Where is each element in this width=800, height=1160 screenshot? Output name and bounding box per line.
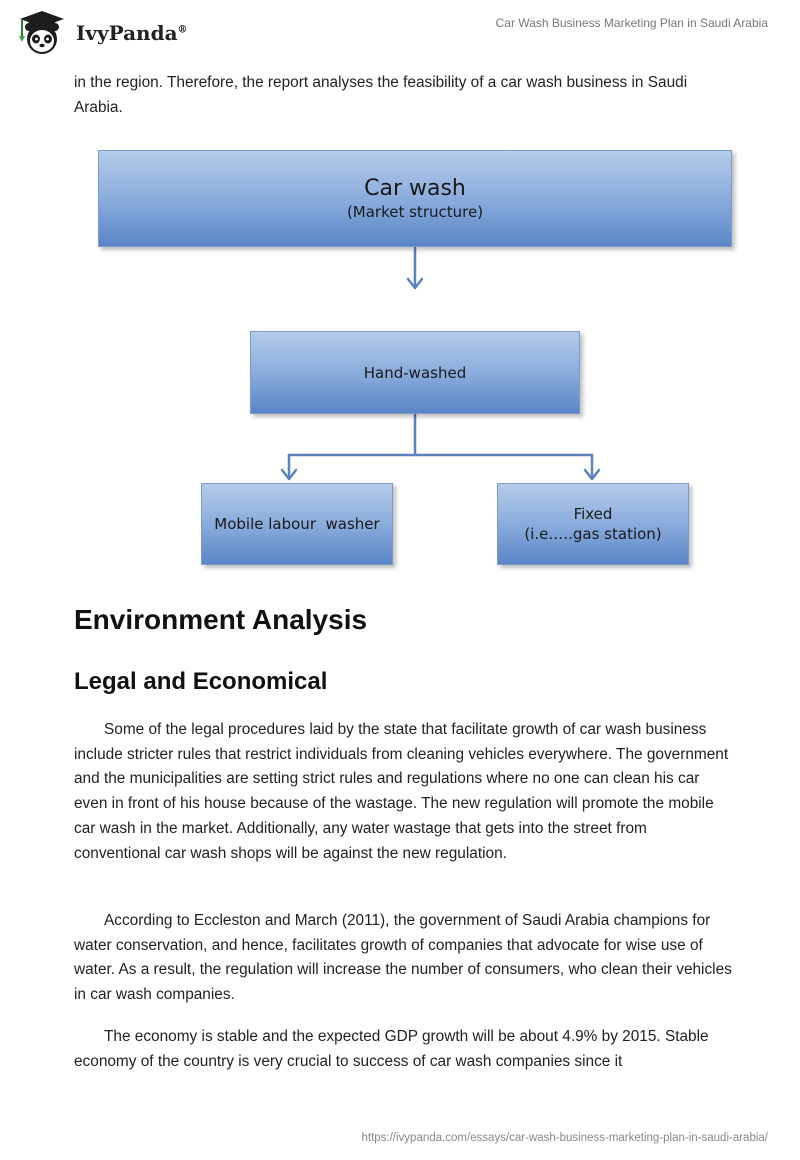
intro-paragraph: in the region. Therefore, the report analyses the feasibility of a car wash business in Saudi Arabia. [74, 74, 688, 116]
source-url-link[interactable]: https://ivypanda.com/essays/car-wash-business-marketing-plan-in-saudi-arabia/ [361, 1132, 768, 1144]
panda-logo-icon [16, 10, 68, 56]
brand-name: IvyPanda® [76, 21, 188, 45]
node-car-wash-title: Car wash [364, 176, 466, 201]
node-car-wash-subtitle: (Market structure) [346, 203, 484, 221]
paragraph-economy: The economy is stable and the expected GDP growth will be about 4.9% by 2015. Stable economy of the country is very crucial to success of car wash companies since it [74, 1028, 709, 1070]
arrowhead-top-middle [408, 279, 422, 288]
arrowhead-left [282, 470, 296, 479]
node-hand-washed [250, 331, 580, 414]
subsection-heading: Legal and Economical [74, 668, 328, 695]
node-fixed-line2: (i.e.….gas station) [524, 525, 662, 543]
node-fixed-line1: Fixed [573, 505, 613, 523]
paragraph-legal-procedures: Some of the legal procedures laid by the state that facilitate growth of car wash business include stricter rules that restrict individuals from cleaning vehicles everywhere. The government and the municipalities are setting strict rules and regulations where no one can clean his car even in front of his house because of the wastage. The new regulation will promote the mobile car wash in the market. Additionally, any water wastage that gets into the street from conventional car wash shops will be against the new regulation. [74, 721, 729, 862]
node-mobile-labour-washer [201, 483, 393, 565]
ivypanda-logo[interactable] [16, 10, 186, 56]
node-car-wash [98, 150, 732, 247]
node-hand-washed-label: Hand-washed [363, 363, 467, 382]
page-header [0, 0, 800, 70]
paragraph-water-conservation: According to Eccleston and March (2011), the government of Saudi Arabia champions for water conservation, and hence, facilitates growth of companies that advocate for wise use of water. As a result, the regulation will increase the number of consumers, who clean their vehicles in car wash companies. [74, 912, 732, 1004]
node-fixed [497, 483, 689, 565]
arrowhead-right [585, 470, 599, 479]
node-mobile-label: Mobile labour washer [214, 515, 380, 533]
section-heading: Environment Analysis [74, 604, 368, 635]
document-title: Car Wash Business Marketing Plan in Saudi Arabia [495, 16, 768, 30]
